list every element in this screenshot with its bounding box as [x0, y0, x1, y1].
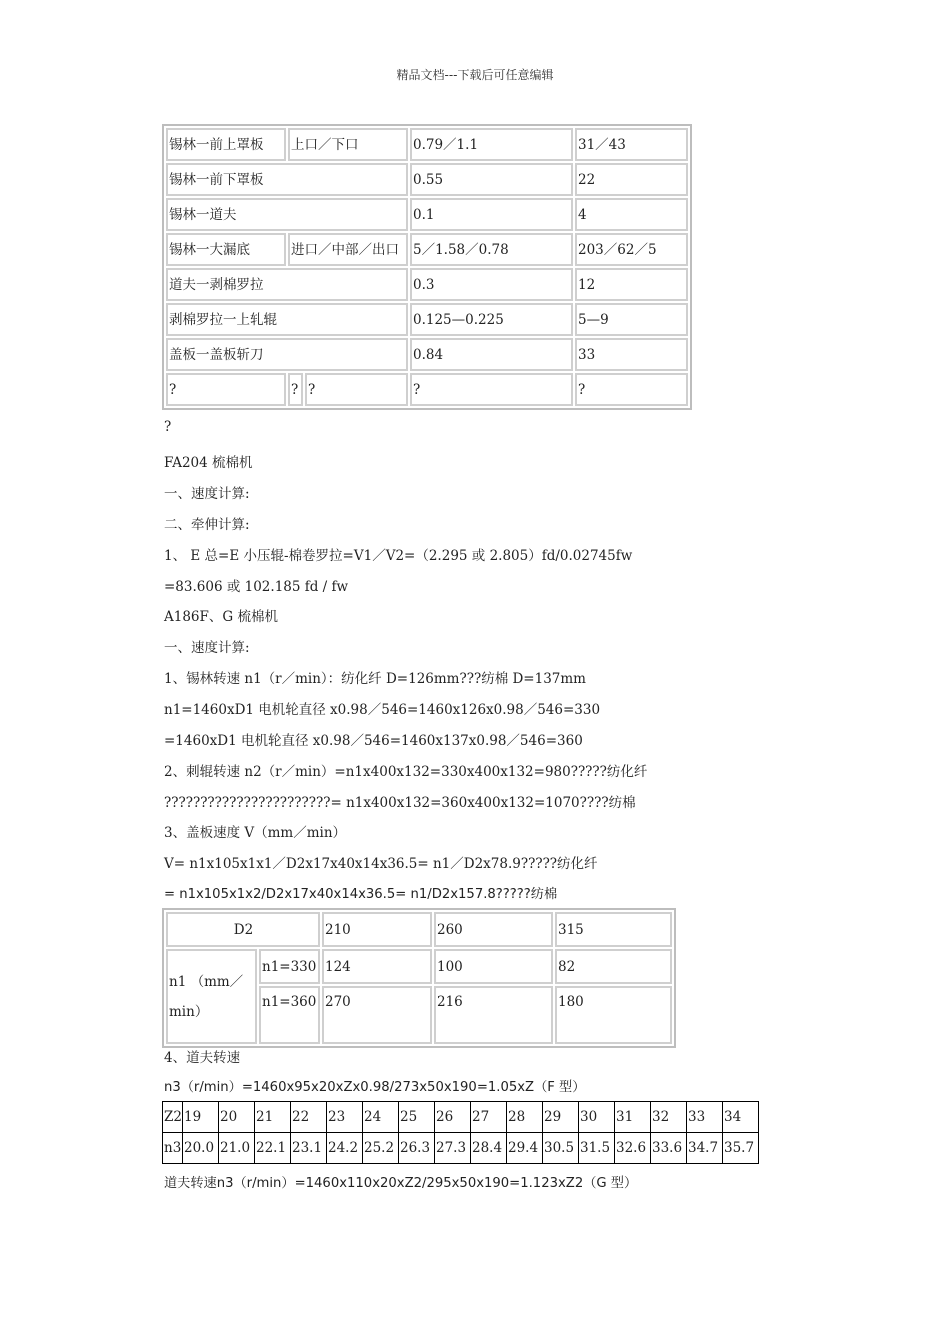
table-cell: n1=330 [259, 949, 320, 984]
table-cell: 32 [651, 1102, 687, 1133]
table-row [166, 338, 688, 371]
table-cell: 0.84 [410, 338, 573, 371]
text-line: 二、牵伸计算: [164, 517, 250, 533]
table-cell: 20.0 [183, 1133, 219, 1164]
text-line: V= n1x105x1x1／D2x17x40x14x36.5= n1／D2x78.9?????纺化纤 [164, 856, 598, 872]
table-cell: 5—9 [575, 303, 688, 336]
table-row [163, 1102, 759, 1133]
text-line: 3、盖板速度 V（mm／min） [164, 825, 347, 841]
table-row [166, 268, 688, 301]
table-cell: 30.5 [543, 1133, 579, 1164]
table-row [166, 912, 672, 947]
table-cell: 24.2 [327, 1133, 363, 1164]
table-cell: 32.6 [615, 1133, 651, 1164]
table-cell: 4 [575, 198, 688, 231]
table-cell: ? [410, 373, 573, 406]
table-cell: 进口／中部／出口 [288, 233, 408, 266]
table-cell: 22 [575, 163, 688, 196]
text-line: =83.606 或 102.185 fd / fw [164, 579, 349, 595]
table-cell: 0.55 [410, 163, 573, 196]
text-line: n1=1460xD1 电机轮直径 x0.98／546=1460x126x0.98／546=330 [164, 702, 601, 718]
table-cell: ? [288, 373, 303, 406]
table-cell: 124 [322, 949, 432, 984]
table-cell: 锡林一前下罩板 [166, 163, 408, 196]
table-cell: 锡林一大漏底 [166, 233, 286, 266]
table-cell: 31／43 [575, 128, 688, 161]
table-cell: ? [166, 373, 286, 406]
table-cell: 23 [327, 1102, 363, 1133]
flat-speed-table [162, 908, 676, 1048]
table-cell: 31 [615, 1102, 651, 1133]
table-cell: 道夫一剥棉罗拉 [166, 268, 408, 301]
table-cell: 180 [555, 986, 672, 1044]
table-cell: 30 [579, 1102, 615, 1133]
table-cell: 260 [434, 912, 553, 947]
table-row [163, 1133, 759, 1164]
table-cell: 82 [555, 949, 672, 984]
table-cell: 盖板一盖板斩刀 [166, 338, 408, 371]
table-cell: 203／62／5 [575, 233, 688, 266]
table-cell: 33 [687, 1102, 723, 1133]
table-cell: n1=360 [259, 986, 320, 1044]
table-cell: 33.6 [651, 1133, 687, 1164]
table-cell: 34.7 [687, 1133, 723, 1164]
text-line: = n1x105x1x2/D2x17x40x14x36.5= n1/D2x157.8?????纺棉 [164, 887, 558, 902]
table-cell: 26.3 [399, 1133, 435, 1164]
table-cell: 0.125—0.225 [410, 303, 573, 336]
table-cell: 锡林一前上罩板 [166, 128, 286, 161]
table-cell: 5／1.58／0.78 [410, 233, 573, 266]
text-line: 1、 E 总=E 小压辊-棉卷罗拉=V1／V2=（2.295 或 2.805）fd/0.02745fw [164, 548, 633, 564]
text-line: 4、道夫转速 [164, 1050, 241, 1066]
table-cell: 锡林一道夫 [166, 198, 408, 231]
table-cell: 0.79／1.1 [410, 128, 573, 161]
table-cell: 28.4 [471, 1133, 507, 1164]
table-row [166, 163, 688, 196]
page-header: 精品文档---下载后可任意编辑 [396, 68, 554, 82]
text-line: ? [164, 419, 172, 435]
table-cell: 27.3 [435, 1133, 471, 1164]
table-cell: ? [305, 373, 408, 406]
table-cell: 21.0 [219, 1133, 255, 1164]
table-cell: 0.3 [410, 268, 573, 301]
table-cell: 22 [291, 1102, 327, 1133]
doffer-speed-table [162, 1101, 759, 1164]
table-cell: 25 [399, 1102, 435, 1133]
table-row [166, 128, 688, 161]
text-line: 2、刺辊转速 n2（r／min）=n1x400x132=330x400x132=980?????纺化纤 [164, 764, 648, 780]
text-line: =1460xD1 电机轮直径 x0.98／546=1460x137x0.98／546=360 [164, 733, 583, 749]
table-cell: Z2 [163, 1102, 183, 1133]
table-cell: 24 [363, 1102, 399, 1133]
section-title: A186F、G 梳棉机 [164, 609, 278, 625]
table-cell: 29 [543, 1102, 579, 1133]
table-cell: 19 [183, 1102, 219, 1133]
table-cell: 20 [219, 1102, 255, 1133]
table-cell: 210 [322, 912, 432, 947]
table-cell: 29.4 [507, 1133, 543, 1164]
table-cell: 35.7 [723, 1133, 759, 1164]
table-cell: D2 [166, 912, 320, 947]
table-cell: 0.1 [410, 198, 573, 231]
table-cell: 27 [471, 1102, 507, 1133]
text-line: 1、锡林转速 n1（r／min）：纺化纤 D=126mm???纺棉 D=137mm [164, 671, 586, 687]
text-line: n3（r/min）=1460x95x20xZx0.98/273x50x190=1.05xZ（F 型） [164, 1080, 586, 1095]
table-cell: 216 [434, 986, 553, 1044]
table-cell: 34 [723, 1102, 759, 1133]
table-cell: 315 [555, 912, 672, 947]
table-cell: 270 [322, 986, 432, 1044]
table-cell: 31.5 [579, 1133, 615, 1164]
text-line: 一、速度计算: [164, 640, 250, 656]
text-line: 道夫转速n3（r/min）=1460x110x20xZ2/295x50x190=1.123xZ2（G 型） [164, 1176, 638, 1191]
table-cell: 21 [255, 1102, 291, 1133]
table-cell: 上口／下口 [288, 128, 408, 161]
table-row [166, 233, 688, 266]
table-cell: 100 [434, 949, 553, 984]
table-row [166, 198, 688, 231]
table-cell: ? [575, 373, 688, 406]
text-line: ???????????????????????= n1x400x132=360x400x132=1070????纺棉 [164, 795, 636, 811]
table-cell: 26 [435, 1102, 471, 1133]
table-cell: n1 （mm／min） [166, 949, 257, 1044]
table-cell: 23.1 [291, 1133, 327, 1164]
text-line: 一、速度计算: [164, 486, 250, 502]
table-cell: 22.1 [255, 1133, 291, 1164]
table-row [166, 949, 672, 984]
table-cell: 33 [575, 338, 688, 371]
table-cell: 剥棉罗拉一上轧辊 [166, 303, 408, 336]
table-cell: 28 [507, 1102, 543, 1133]
table-cell: 25.2 [363, 1133, 399, 1164]
table-row [166, 373, 688, 406]
gauge-table [162, 124, 692, 410]
section-title: FA204 梳棉机 [164, 455, 253, 471]
table-row [166, 303, 688, 336]
table-cell: n3 [163, 1133, 183, 1164]
table-cell: 12 [575, 268, 688, 301]
